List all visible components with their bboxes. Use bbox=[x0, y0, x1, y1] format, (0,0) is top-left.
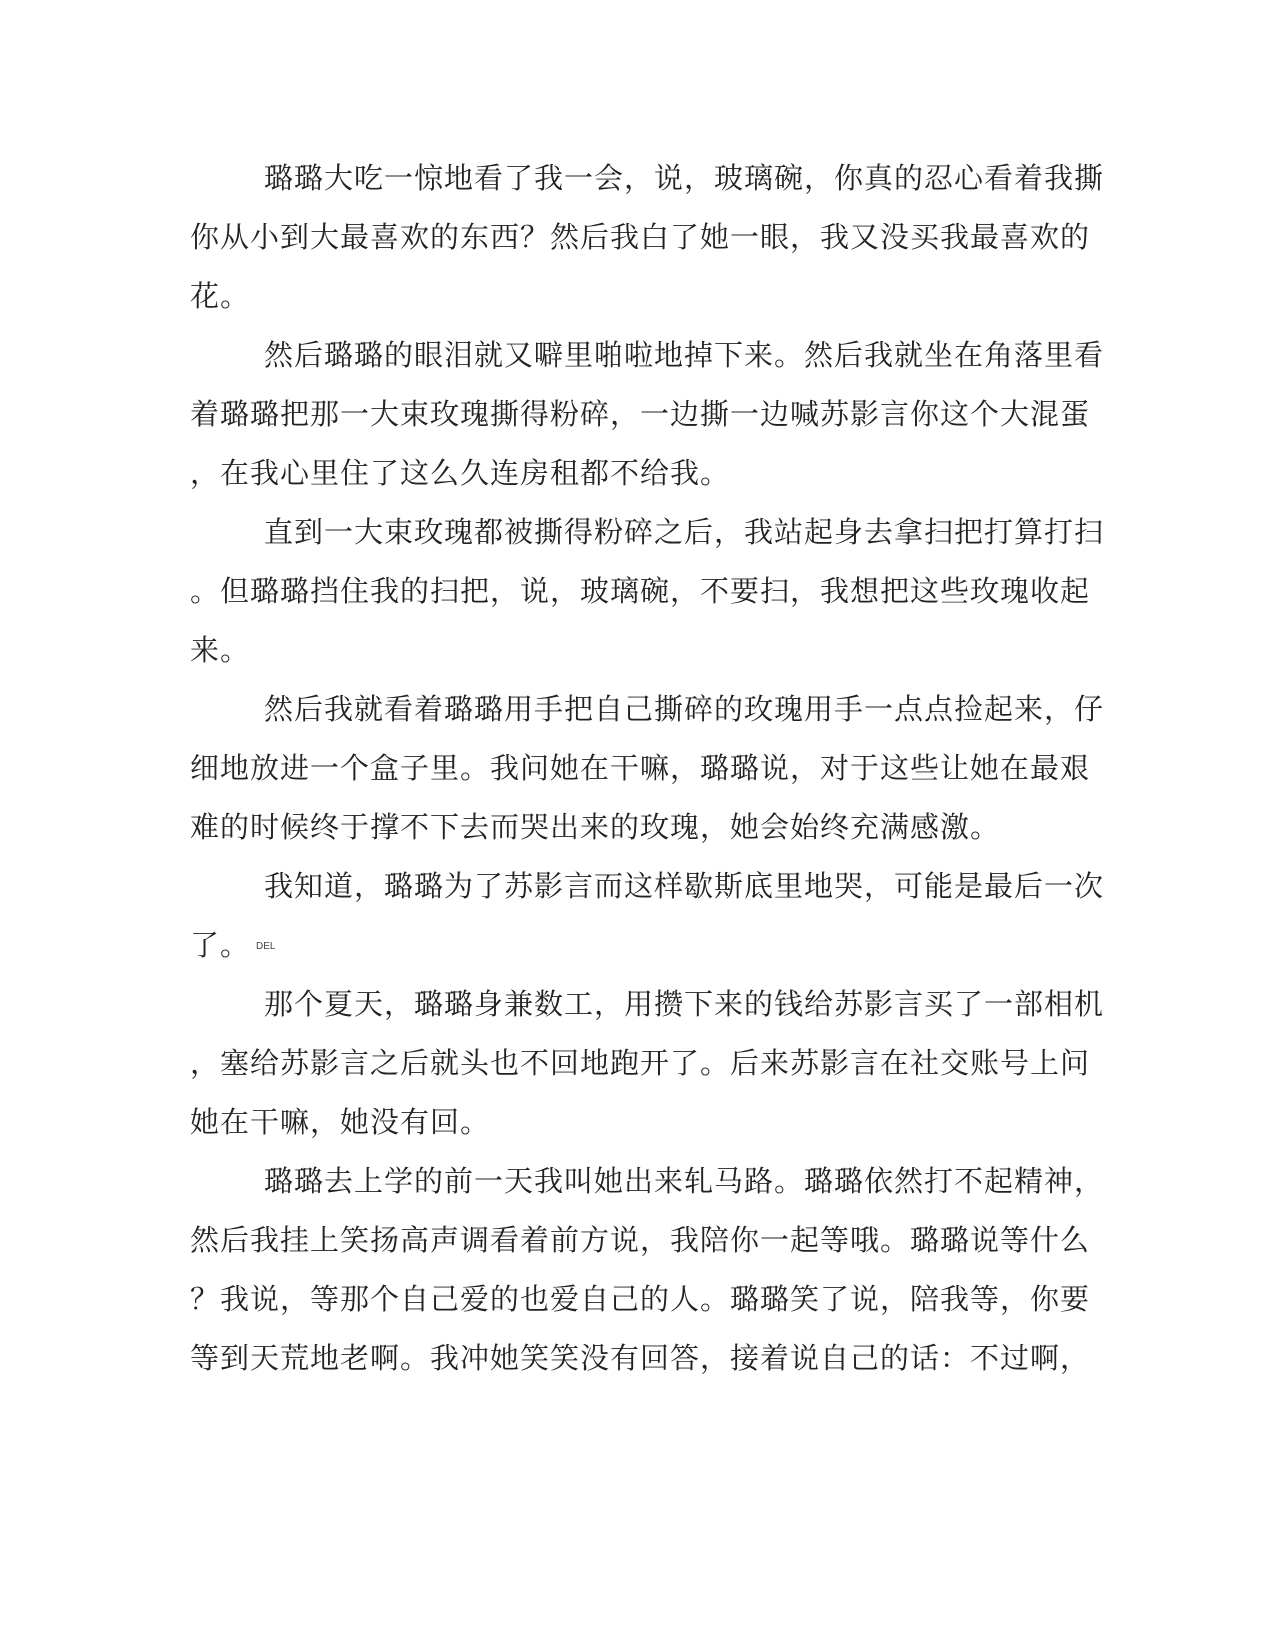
text-line: 。但璐璐挡住我的扫把，说，玻璃碗，不要扫，我想把这些玫瑰收起 bbox=[190, 574, 1091, 608]
text-line: 然后璐璐的眼泪就又噼里啪啦地掉下来。然后我就坐在角落里看 bbox=[264, 338, 1105, 372]
text-line: 花。 bbox=[190, 279, 251, 313]
text-line: 我知道，璐璐为了苏影言而这样歇斯底里地哭，可能是最后一次 bbox=[264, 869, 1105, 903]
text-line: 她在干嘛，她没有回。 bbox=[190, 1105, 491, 1139]
text-line: ？我说，等那个自己爱的也爱自己的人。璐璐笑了说，陪我等，你要 bbox=[190, 1282, 1091, 1316]
text-line: 那个夏天，璐璐身兼数工，用攒下来的钱给苏影言买了一部相机 bbox=[264, 987, 1105, 1021]
text-line: 细地放进一个盒子里。我问她在干嘛，璐璐说，对于这些让她在最艰 bbox=[190, 751, 1091, 785]
text-line: 璐璐大吃一惊地看了我一会，说，玻璃碗，你真的忍心看着我撕 bbox=[264, 161, 1105, 195]
text-line-with-mark bbox=[190, 925, 275, 965]
text-line: 然后我挂上笑扬高声调看着前方说，我陪你一起等哦。璐璐说等什么 bbox=[190, 1223, 1091, 1257]
text-line: 璐璐去上学的前一天我叫她出来轧马路。璐璐依然打不起精神， bbox=[264, 1164, 1105, 1198]
text-line: ，在我心里住了这么久连房租都不给我。 bbox=[190, 456, 731, 490]
text-line: 然后我就看着璐璐用手把自己撕碎的玫瑰用手一点点捡起来，仔 bbox=[264, 692, 1105, 726]
text-line: 等到天荒地老啊。我冲她笑笑没有回答，接着说自己的话：不过啊， bbox=[190, 1341, 1091, 1375]
text-line: 你从小到大最喜欢的东西？然后我白了她一眼，我又没买我最喜欢的 bbox=[190, 220, 1091, 254]
text-line: 着璐璐把那一大束玫瑰撕得粉碎，一边撕一边喊苏影言你这个大混蛋 bbox=[190, 397, 1091, 431]
text-line: 难的时候终于撑不下去而哭出来的玫瑰，她会始终充满感激。 bbox=[190, 810, 1001, 844]
text-line: 了。 bbox=[190, 928, 251, 962]
del-mark: DEL bbox=[256, 941, 276, 952]
text-line: ，塞给苏影言之后就头也不回地跑开了。后来苏影言在社交账号上问 bbox=[190, 1046, 1091, 1080]
text-line: 直到一大束玫瑰都被撕得粉碎之后，我站起身去拿扫把打算打扫 bbox=[264, 515, 1105, 549]
text-line: 来。 bbox=[190, 633, 251, 667]
